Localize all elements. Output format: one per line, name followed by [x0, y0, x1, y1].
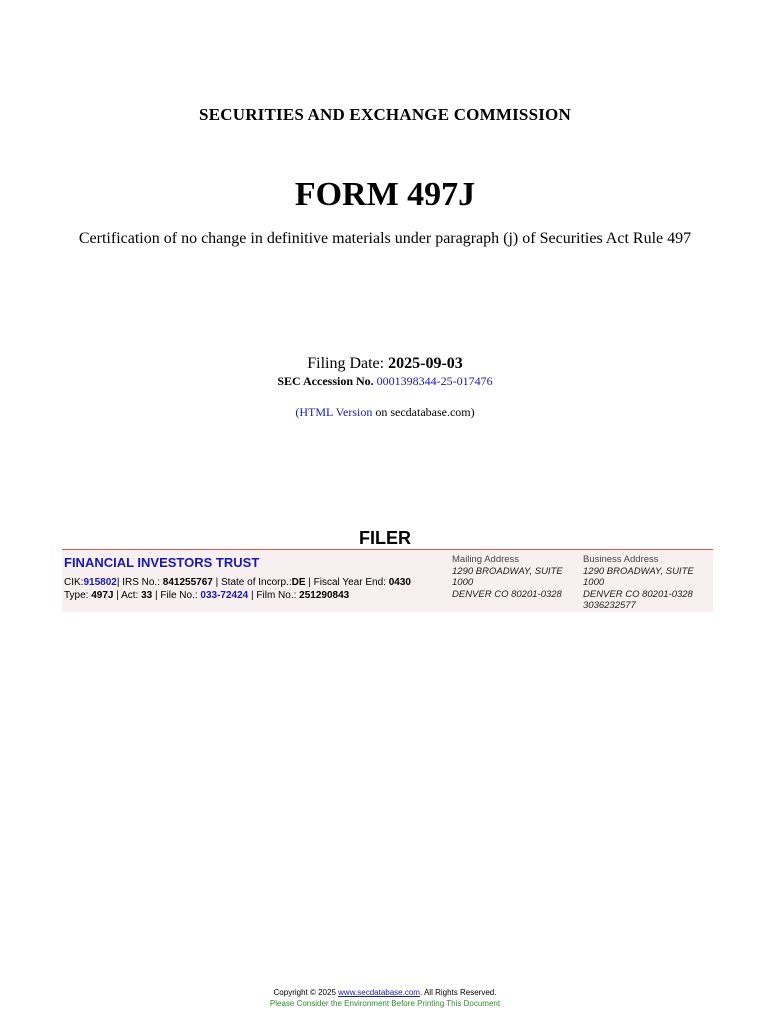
- act-value: 33: [141, 590, 153, 601]
- business-address-label: Business Address: [583, 554, 659, 565]
- business-address-line1: 1290 BROADWAY, SUITE: [583, 565, 694, 577]
- filing-date-label: Filing Date:: [307, 355, 385, 372]
- business-address-line2: 1000: [583, 577, 605, 588]
- filing-date: [0, 355, 770, 373]
- commission-title: SECURITIES AND EXCHANGE COMMISSION: [199, 105, 571, 124]
- filing-date-value: 2025-09-03: [388, 355, 463, 372]
- html-open-paren: (: [295, 405, 300, 419]
- mailing-address-line2: 1000: [452, 577, 474, 588]
- mailing-address-line1: 1290 BROADWAY, SUITE: [452, 565, 563, 577]
- business-address: [583, 554, 703, 612]
- business-phone: 3036232577: [583, 600, 636, 611]
- film-label: | Film No.:: [248, 590, 300, 601]
- html-version-suffix: on secdatabase.com): [372, 405, 475, 419]
- accession-number: [0, 374, 770, 389]
- file-no-link[interactable]: 033-72424: [200, 590, 249, 601]
- state-label: | State of Incorp.:: [212, 577, 292, 588]
- accession-link[interactable]: 0001398344-25-017476: [376, 374, 493, 388]
- mailing-address-label: Mailing Address: [452, 554, 520, 565]
- type-label: Type:: [64, 590, 92, 601]
- cik-link[interactable]: 915802: [83, 577, 117, 588]
- copyright-suffix: . All Rights Reserved.: [419, 988, 497, 997]
- type-value: 497J: [91, 590, 114, 601]
- mailing-address-line3: DENVER CO 80201-0328: [452, 588, 562, 600]
- cik-label: CIK:: [64, 577, 84, 588]
- file-label: | File No.:: [152, 590, 201, 601]
- business-address-line3: DENVER CO 80201-0328: [583, 588, 693, 600]
- fye-value: 0430: [388, 577, 411, 588]
- filer-meta-line1: [64, 577, 411, 588]
- html-version: [0, 405, 770, 420]
- filer-box: [62, 549, 713, 612]
- copyright-prefix: Copyright © 2025: [273, 988, 339, 997]
- filer-meta-line2: [64, 590, 349, 601]
- fye-label: | Fiscal Year End:: [305, 577, 389, 588]
- irs-value: 841255767: [162, 577, 213, 588]
- act-label: | Act:: [113, 590, 142, 601]
- form-description: Certification of no change in definitive materials under paragraph (j) of Securities Act Rule 497: [78, 230, 692, 247]
- footer-environment-note: Please Consider the Environment Before Printing This Document: [269, 999, 501, 1008]
- film-value: 251290843: [299, 590, 350, 601]
- company-name-link[interactable]: FINANCIAL INVESTORS TRUST: [64, 555, 260, 570]
- mailing-address: [452, 554, 572, 600]
- html-version-link[interactable]: HTML Version: [299, 405, 373, 419]
- filer-heading: FILER: [359, 528, 411, 548]
- form-title: FORM 497J: [294, 176, 476, 213]
- irs-label: | IRS No.:: [116, 577, 163, 588]
- secdatabase-link[interactable]: www.secdatabase.com: [338, 988, 420, 997]
- accession-label: SEC Accession No.: [277, 374, 374, 388]
- footer-copyright: [0, 988, 770, 997]
- state-value: DE: [291, 577, 306, 588]
